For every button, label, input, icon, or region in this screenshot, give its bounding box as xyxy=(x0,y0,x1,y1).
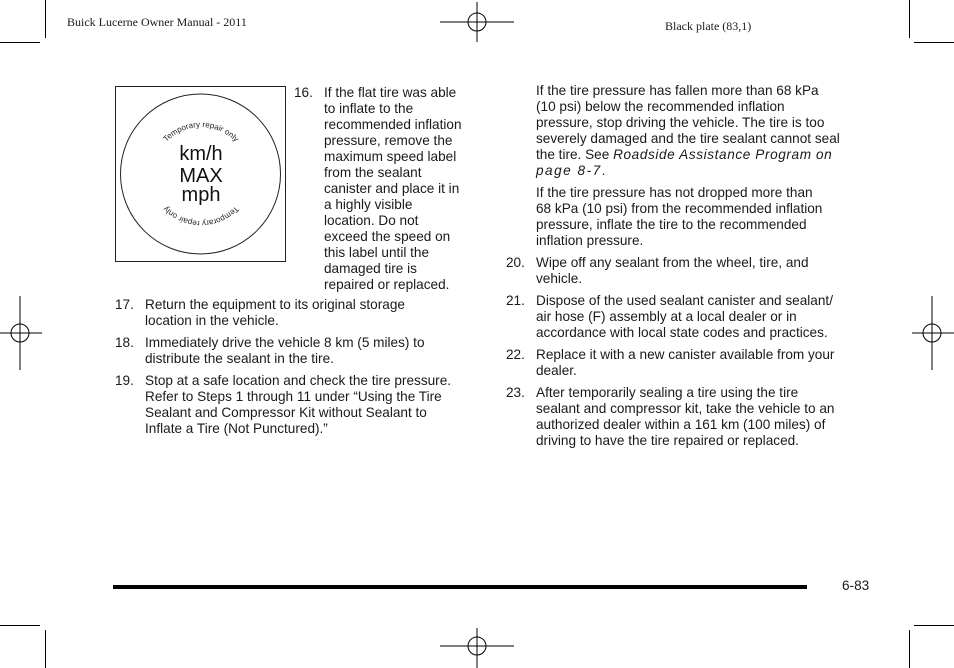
text-line: Dispose of the used sealant canister and sealant/ xyxy=(536,293,833,308)
registration-mark-right xyxy=(910,296,954,370)
text-line: to inflate to the xyxy=(324,101,414,116)
text-line: driving to have the tire repaired or replaced. xyxy=(536,433,799,448)
paragraph-not-dropped xyxy=(536,185,871,249)
text-line: exceed the speed on xyxy=(324,229,451,244)
text-line: location. Do not xyxy=(324,213,419,228)
text-line: location in the vehicle. xyxy=(145,313,279,328)
text-line: inflation pressure. xyxy=(536,233,644,248)
text-line: pressure, stop driving the vehicle. The tire is too xyxy=(536,115,825,130)
item-text xyxy=(145,297,485,329)
arc-text-top: Temporary repair only xyxy=(161,119,241,144)
registration-mark-top xyxy=(440,2,514,46)
manual-title: Buick Lucerne Owner Manual - 2011 xyxy=(67,15,247,29)
text-line: severely damaged and the tire sealant cannot seal xyxy=(536,131,840,146)
page-number: 6-83 xyxy=(842,578,870,593)
text-line: Wipe off any sealant from the wheel, tire, and xyxy=(536,255,809,270)
item-text xyxy=(145,373,485,437)
text-line: Stop at a safe location and check the tire pressure. xyxy=(145,373,452,388)
item-text xyxy=(145,335,485,367)
text-line: repaired or replaced. xyxy=(324,277,450,292)
text-line: distribute the sealant in the tire. xyxy=(145,351,334,366)
speed-label-figure xyxy=(115,86,286,262)
text-line: Sealant and Compressor Kit without Sealant to xyxy=(145,405,427,420)
text-line: recommended inflation xyxy=(324,117,462,132)
arc-text-bottom: Temporary repair only xyxy=(161,204,241,229)
paragraph-severe-damage xyxy=(536,83,871,179)
text-line: If the tire pressure has not dropped more than xyxy=(536,185,813,200)
item-text xyxy=(536,293,871,341)
registration-mark-bottom xyxy=(440,626,514,668)
roadside-assistance-link[interactable]: Roadside Assistance Program on xyxy=(613,147,833,162)
item-number: 16. xyxy=(294,85,313,100)
label-kmh: km/h xyxy=(179,143,223,165)
speed-label-graphic xyxy=(116,87,285,261)
item-number: 19. xyxy=(115,373,134,388)
text-line: (10 psi) below the recommended inflation xyxy=(536,99,785,114)
text-line: this label until the xyxy=(324,245,430,260)
text-line xyxy=(536,147,871,163)
text-line: damaged tire is xyxy=(324,261,417,276)
text-line: pressure, remove the xyxy=(324,133,453,148)
text-line: air hose (F) assembly at a local dealer or in xyxy=(536,309,797,324)
text-line: from the sealant xyxy=(324,165,422,180)
text-line: Refer to Steps 1 through 11 under “Using the Tire xyxy=(145,389,442,404)
text-line xyxy=(536,163,871,179)
item-text xyxy=(536,385,871,449)
text-line: Replace it with a new canister available from your xyxy=(536,347,835,362)
text-line: Return the equipment to its original storage xyxy=(145,297,405,312)
text-line: accordance with local state codes and practices. xyxy=(536,325,828,340)
label-max: MAX xyxy=(179,165,223,187)
item-text xyxy=(536,255,871,287)
text-line: sealant and compressor kit, take the vehicle to an xyxy=(536,401,835,416)
text-line: 68 kPa (10 psi) from the recommended inflation xyxy=(536,201,823,216)
plate-label: Black plate (83,1) xyxy=(665,19,752,33)
item-number: 22. xyxy=(506,347,525,362)
item-number: 23. xyxy=(506,385,525,400)
item-number: 20. xyxy=(506,255,525,270)
text-line: maximum speed label xyxy=(324,149,457,164)
text-line: If the flat tire was able xyxy=(324,85,457,100)
text-suffix: . xyxy=(601,163,606,178)
text-line: If the tire pressure has fallen more than 68 kPa xyxy=(536,83,819,98)
text-prefix: the tire. See xyxy=(536,147,614,162)
item-text xyxy=(536,347,871,379)
registration-mark-left xyxy=(0,296,44,370)
footer-rule xyxy=(113,585,807,589)
text-line: dealer. xyxy=(536,363,577,378)
text-line: authorized dealer within a 161 km (100 miles) of xyxy=(536,417,826,432)
page-reference-link[interactable]: page 8-7 xyxy=(536,163,602,178)
text-line: a highly visible xyxy=(324,197,413,212)
text-line: After temporarily sealing a tire using the tire xyxy=(536,385,799,400)
text-line: canister and place it in xyxy=(324,181,460,196)
text-line: pressure, inflate the tire to the recommended xyxy=(536,217,807,232)
text-line: Inflate a Tire (Not Punctured).” xyxy=(145,421,328,436)
item-text xyxy=(324,85,484,293)
text-line: Immediately drive the vehicle 8 km (5 miles) to xyxy=(145,335,425,350)
text-line: vehicle. xyxy=(536,271,583,286)
item-number: 17. xyxy=(115,297,134,312)
item-number: 18. xyxy=(115,335,134,350)
item-number: 21. xyxy=(506,293,525,308)
label-mph: mph xyxy=(181,184,221,206)
